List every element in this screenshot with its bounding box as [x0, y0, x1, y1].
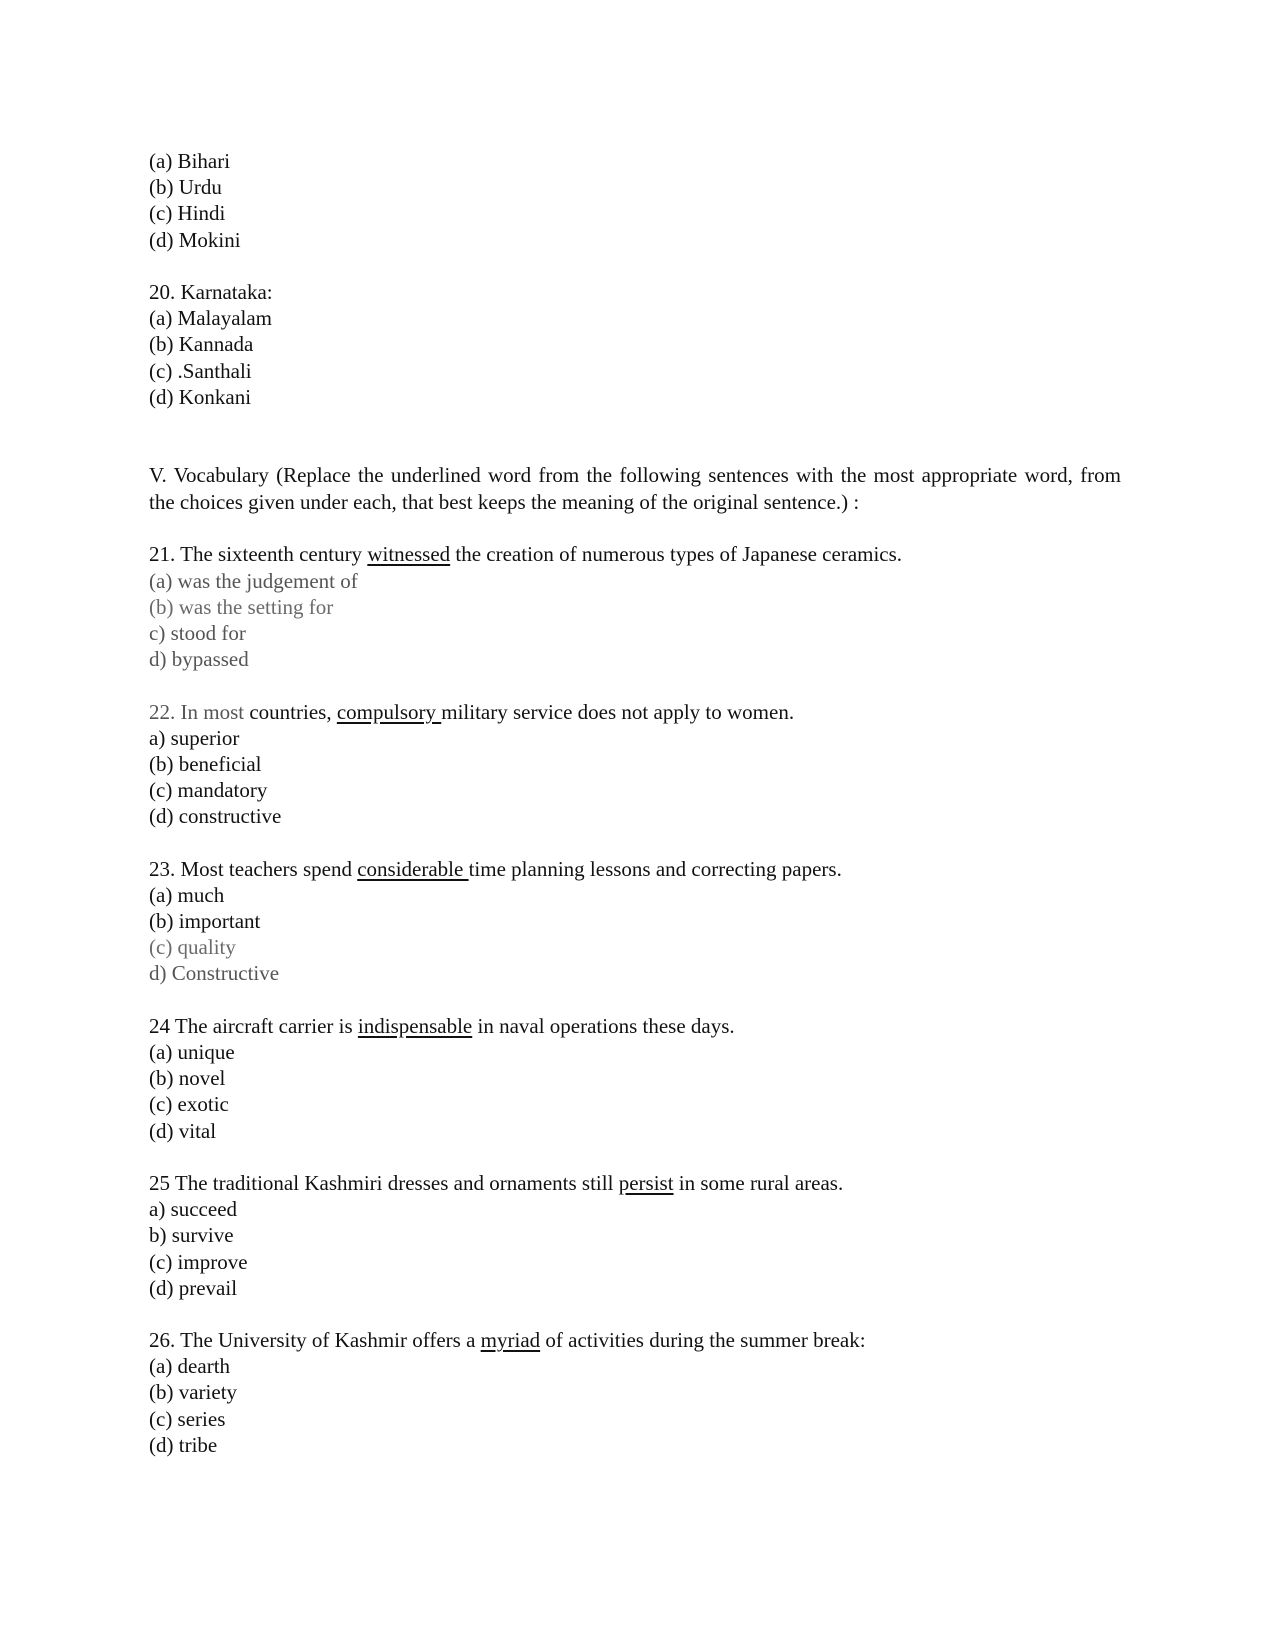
question-text-part: 21. The sixteenth century	[149, 542, 368, 567]
spacer	[149, 515, 1121, 541]
question-24-text	[149, 1013, 1121, 1039]
option-21-a: (a) was the judgement of	[149, 568, 358, 593]
question-text-part: the creation of numerous types of Japanese ceramics.	[450, 542, 903, 567]
document-page	[149, 148, 1121, 1458]
option-26-b: (b) variety	[149, 1380, 238, 1405]
section-v-heading: V. Vocabulary (Replace the underlined word from the following sentences with the most appropriate word, from the choices given under each, that best keeps the meaning of the original sentence.) :	[149, 463, 1121, 514]
underlined-word: considerable	[357, 856, 469, 881]
question-text-part: 22. In most	[149, 699, 245, 724]
spacer	[149, 830, 1121, 856]
question-26-text	[149, 1327, 1121, 1353]
option-22-c: (c) mandatory	[149, 778, 268, 803]
option-24-a: (a) unique	[149, 1040, 235, 1065]
option-23-b: (b) important	[149, 909, 261, 934]
option-22-a: a) superior	[149, 725, 240, 750]
option-21-c: c) stood for	[149, 621, 246, 646]
option-22-b: (b) beneficial	[149, 751, 262, 776]
option-19-c: (c) Hindi	[149, 201, 226, 226]
question-text-part: in some rural areas.	[673, 1170, 844, 1195]
question-text-part: 25 The traditional Kashmiri dresses and ornaments still	[149, 1170, 619, 1195]
option-24-b: (b) novel	[149, 1066, 226, 1091]
option-20-d: (d) Konkani	[149, 384, 252, 409]
option-25-c: (c) improve	[149, 1249, 248, 1274]
question-25-text	[149, 1170, 1121, 1196]
underlined-word: witnessed	[367, 542, 451, 567]
option-20-b: (b) Kannada	[149, 332, 254, 357]
question-19-options	[149, 148, 1121, 253]
option-26-a: (a) dearth	[149, 1354, 231, 1379]
option-21-b: (b) was the setting for	[149, 594, 334, 619]
question-23-text	[149, 856, 1121, 882]
spacer	[149, 1144, 1121, 1170]
question-25	[149, 1170, 1121, 1301]
question-22	[149, 699, 1121, 830]
option-25-b: b) survive	[149, 1223, 234, 1248]
question-23	[149, 856, 1121, 987]
question-text-part: in naval operations these days.	[472, 1013, 735, 1038]
underlined-word: compulsory	[336, 699, 442, 724]
option-24-d: (d) vital	[149, 1118, 217, 1143]
question-text-part: of activities during the summer break:	[540, 1328, 866, 1353]
option-20-a: (a) Malayalam	[149, 306, 273, 331]
question-text-part: 24 The aircraft carrier is	[149, 1013, 358, 1038]
spacer	[149, 987, 1121, 1013]
option-23-c: (c) quality	[149, 935, 236, 960]
question-20	[149, 279, 1121, 410]
question-22-text	[149, 699, 1121, 725]
question-21-text	[149, 541, 1121, 567]
spacer	[149, 1301, 1121, 1327]
option-23-a: (a) much	[149, 882, 225, 907]
question-text-part: 23. Most teachers spend	[149, 856, 358, 881]
spacer	[149, 253, 1121, 279]
option-19-b: (b) Urdu	[149, 175, 222, 200]
spacer	[149, 410, 1121, 462]
option-26-c: (c) series	[149, 1406, 226, 1431]
option-24-c: (c) exotic	[149, 1092, 229, 1117]
option-23-d: d) Constructive	[149, 961, 280, 986]
option-25-a: a) succeed	[149, 1197, 238, 1222]
option-26-d: (d) tribe	[149, 1432, 218, 1457]
underlined-word: indispensable	[357, 1013, 473, 1038]
question-text-part: military service does not apply to women.	[441, 699, 795, 724]
option-19-d: (d) Mokini	[149, 227, 241, 252]
spacer	[149, 672, 1121, 698]
underlined-word: persist	[618, 1170, 674, 1195]
option-25-d: (d) prevail	[149, 1275, 238, 1300]
option-21-d: d) bypassed	[149, 647, 249, 672]
question-text-part: time planning lessons and correcting papers.	[468, 856, 842, 881]
question-24	[149, 1013, 1121, 1144]
question-text-part: 26. The University of Kashmir offers a	[149, 1328, 481, 1353]
option-19-a: (a) Bihari	[149, 149, 231, 173]
question-20-text: 20. Karnataka:	[149, 279, 273, 304]
underlined-word: myriad	[480, 1328, 541, 1353]
question-26	[149, 1327, 1121, 1458]
question-21	[149, 541, 1121, 672]
option-20-c: (c) .Santhali	[149, 358, 252, 383]
option-22-d: (d) constructive	[149, 804, 282, 829]
question-text-part: countries,	[244, 699, 337, 724]
